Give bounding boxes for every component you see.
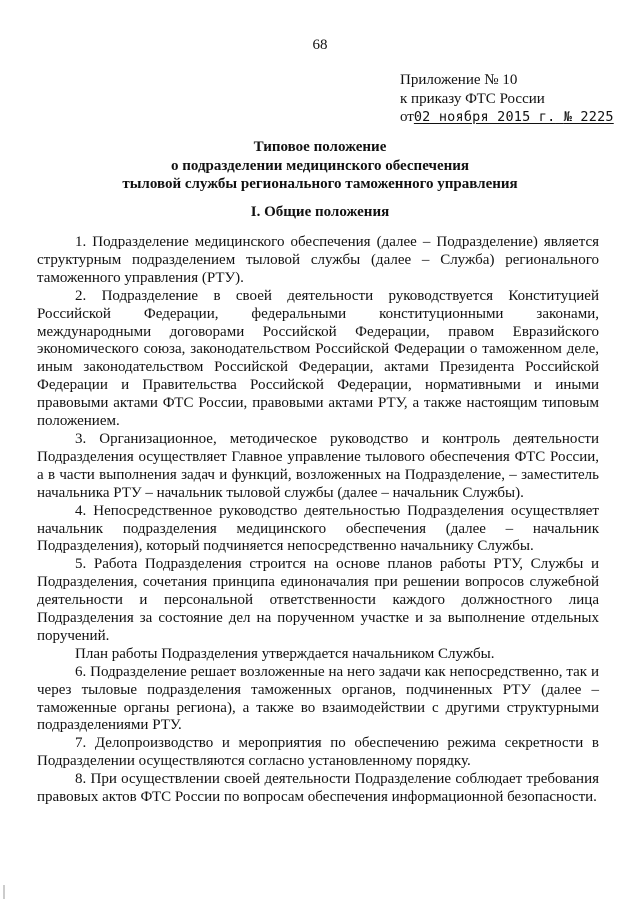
page-number: 68 <box>312 37 328 53</box>
appendix-number-separator <box>555 109 563 125</box>
appendix-order-reference: к приказу ФТС России <box>400 90 545 107</box>
paragraph-5: 5. Работа Подразделения строится на основе планов работы РТУ, Службы и Подразделения, сочетания принципа единоначалия при решении вопросов служебной деятельности и персональной ответственности каждого должностного лица Подразделения за состояние дел на порученном участке и за выполнение отдельных поручений. <box>37 556 599 644</box>
paragraph-6: 6. Подразделение решает возложенные на него задачи как непосредственно, так и через тыловые подразделения таможенных органов, подчиненных РТУ (далее – таможенные органы региона), а также во взаимодействии с другими структурными подразделениями РТУ. <box>37 663 599 734</box>
document-title-line-1: Типовое положение <box>253 139 387 155</box>
appendix-date-line <box>400 108 614 127</box>
paragraph-8: 8. При осуществлении своей деятельности Подразделение соблюдает требования правовых актов ФТС России по вопросам обеспечения информационной безопасности. <box>37 771 599 806</box>
document-body <box>37 234 599 807</box>
appendix-date-prefix: от <box>400 109 414 125</box>
document-title-line-2: о подразделении медицинского обеспечения <box>170 157 469 174</box>
paragraph-5-plan: План работы Подразделения утверждается начальником Службы. <box>75 645 495 662</box>
section-heading: I. Общие положения <box>250 204 390 220</box>
paragraph-4: 4. Непосредственное руководство деятельностью Подразделения осуществляет начальник подразделения медицинского обеспечения (далее – начальник Подразделения), который подчиняется непосредственно начальнику Службы. <box>37 502 599 555</box>
paragraph-1: 1. Подразделение медицинского обеспечения (далее – Подразделение) является структурным подразделением тыловой службы (далее – Служба) регионального таможенного управления (РТУ). <box>37 234 599 286</box>
appendix-header <box>400 71 614 127</box>
document-title-line-3: тыловой службы регионального таможенного управления <box>122 176 518 192</box>
appendix-date-stamp: 02 ноября 2015 г. <box>413 109 556 125</box>
document-title <box>0 138 640 194</box>
scan-edge-mark <box>3 885 5 899</box>
appendix-title: Приложение № 10 <box>400 72 518 88</box>
paragraph-3: 3. Организационное, методическое руководство и контроль деятельности Подразделения осуществляет Главное управление тылового обеспечения ФТС России, а в части выполнения задач и функций, возложенных на Подразделение, – заместитель начальника РТУ – начальник тыловой службы (далее – начальник Службы). <box>37 430 599 501</box>
paragraph-7: 7. Делопроизводство и мероприятия по обеспечению режима секретности в Подразделении осуществляются согласно установленному порядку. <box>37 735 599 770</box>
paragraph-2: 2. Подразделение в своей деятельности руководствуется Конституцией Российской Федерации, федеральными конституционными законами, международными договорами Российской Федерации, правом Евразийского экономического союза, законодательством Российской Федерации о таможенном деле, иным законодательством Российской Федерации, актами Президента Российской Федерации и Правительства Российской Федерации, нормативными и иными правовыми актами ФТС России, правовыми актами РТУ, а также настоящим типовым положением. <box>37 287 599 430</box>
appendix-number-stamp: № 2225 <box>563 109 614 125</box>
